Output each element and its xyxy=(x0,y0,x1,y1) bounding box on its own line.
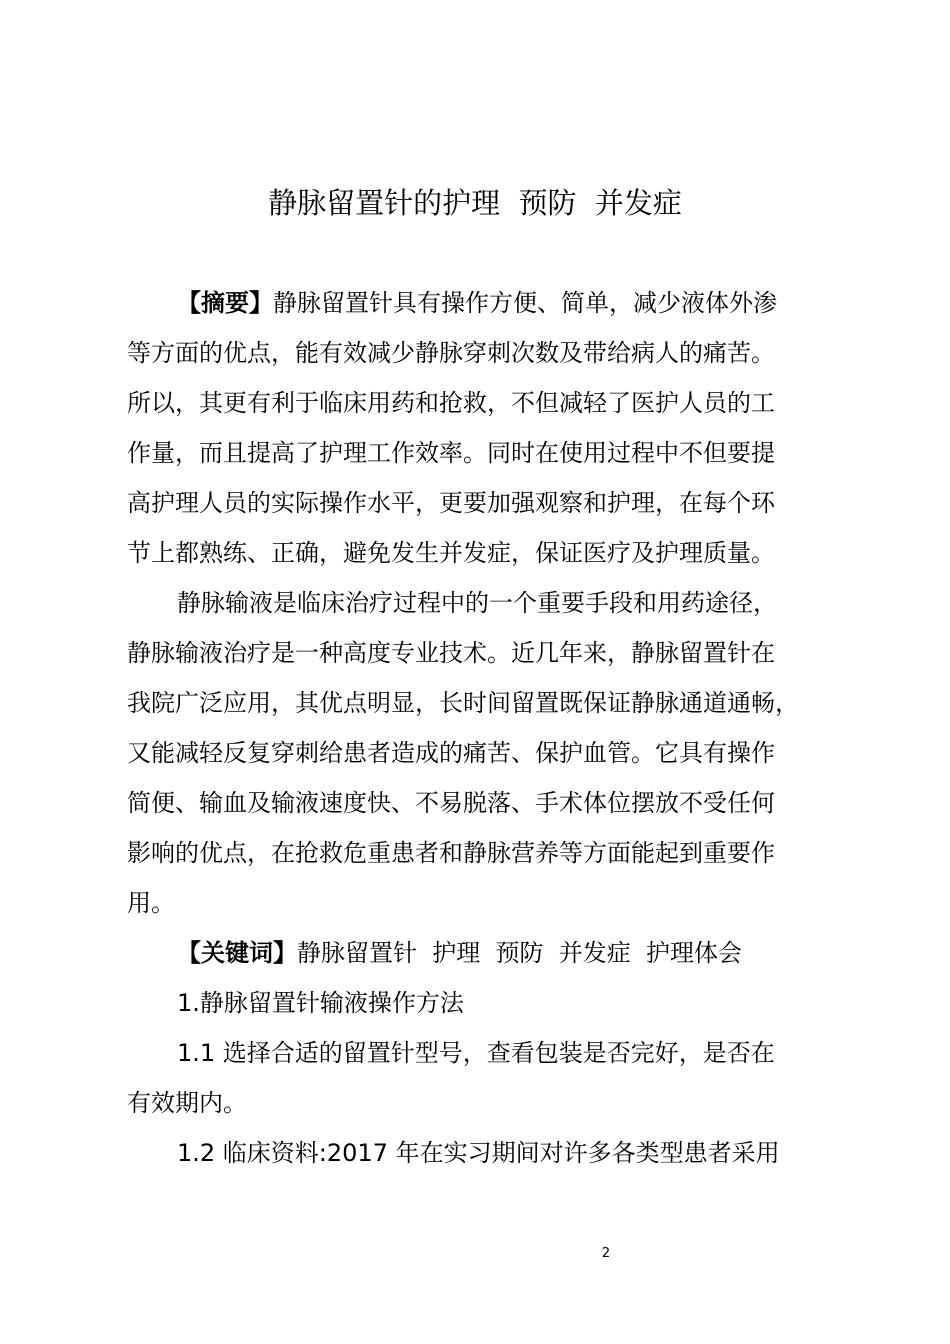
abstract-line: 高护理人员的实际操作水平，更要加强观察和护理，在每个环 xyxy=(127,489,775,517)
abstract-line: 节上都熟练、正确，避免发生并发症，保证医疗及护理质量。 xyxy=(127,539,775,567)
document-title: 静脉留置针的护理 预防 并发症 xyxy=(268,186,682,220)
abstract-line: 等方面的优点，能有效减少静脉穿刺次数及带给病人的痛苦。 xyxy=(127,339,775,367)
keywords-label: 【关键词】 xyxy=(177,939,297,967)
keywords-line xyxy=(127,928,862,978)
intro-line: 简便、输血及输液速度快、不易脱落、手术体位摆放不受任何 xyxy=(127,789,775,817)
intro-line: 静脉输液治疗是一种高度专业技术。近几年来，静脉留置针在 xyxy=(127,639,775,667)
abstract-label: 【摘要】 xyxy=(177,289,273,317)
section-item-line: 有效期内。 xyxy=(127,1089,247,1117)
intro-line: 静脉输液是临床治疗过程中的一个重要手段和用药途径， xyxy=(177,589,777,617)
abstract-first-line xyxy=(127,278,862,328)
intro-line: 又能减轻反复穿刺给患者造成的痛苦、保护血管。它具有操作 xyxy=(127,739,775,767)
abstract-line: 作量，而且提高了护理工作效率。同时在使用过程中不但要提 xyxy=(127,439,775,467)
document-body xyxy=(127,278,862,1178)
section-item-line: 1.2 临床资料:2017 年在实习期间对许多各类型患者采用 xyxy=(177,1139,780,1167)
abstract-line: 所以，其更有利于临床用药和抢救，不但减轻了医护人员的工 xyxy=(127,389,775,417)
keywords-text: 静脉留置针 护理 预防 并发症 护理体会 xyxy=(297,939,743,967)
intro-line: 我院广泛应用，其优点明显，长时间留置既保证静脉通道通畅， xyxy=(127,689,799,717)
abstract-line: 静脉留置针具有操作方便、简单，减少液体外渗 xyxy=(273,289,777,317)
section-item-line: 1.1 选择合适的留置针型号，查看包装是否完好，是否在 xyxy=(177,1039,775,1067)
page-number: 2 xyxy=(601,1246,611,1261)
intro-line: 影响的优点，在抢救危重患者和静脉营养等方面能起到重要作 xyxy=(127,839,775,867)
intro-line: 用。 xyxy=(127,889,175,917)
section-heading: 1.静脉留置针输液操作方法 xyxy=(177,989,464,1017)
